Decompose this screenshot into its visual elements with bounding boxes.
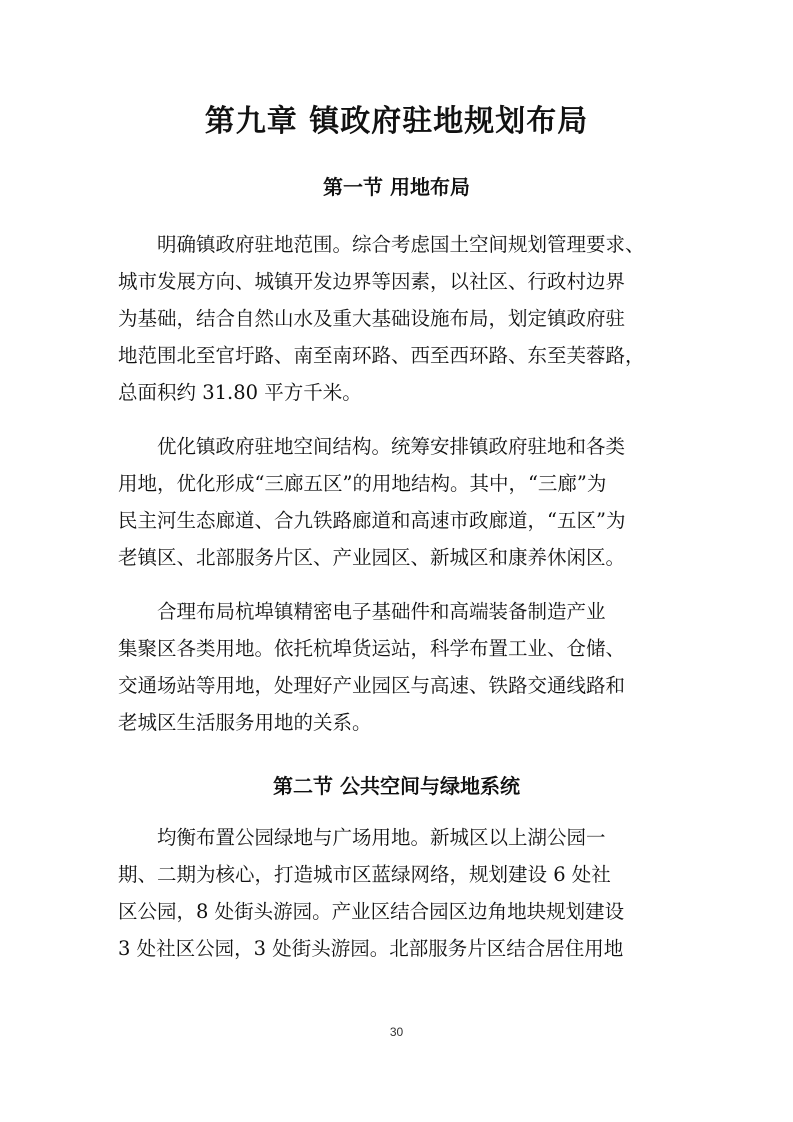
paragraph-line: 均衡布置公园绿地与广场用地。新城区以上湖公园一 <box>157 826 606 849</box>
page-number: 30 <box>389 1025 404 1039</box>
paragraph-line: 为基础，结合自然山水及重大基础设施布局，划定镇政府驻 <box>118 307 626 330</box>
paragraph-line: 交通场站等用地，处理好产业园区与高速、铁路交通线路和 <box>118 674 626 697</box>
section-title-land-use: 第一节 用地布局 <box>323 175 470 199</box>
paragraph-line: 3 处社区公园，3 处街头游园。北部服务片区结合居住用地 <box>118 937 624 960</box>
paragraph-line: 用地，优化形成“三廊五区”的用地结构。其中，“三廊”为 <box>118 472 607 495</box>
paragraph-line: 老城区生活服务用地的关系。 <box>118 711 372 734</box>
paragraph-parks-plazas <box>118 819 678 967</box>
paragraph-line: 明确镇政府驻地范围。综合考虑国土空间规划管理要求、 <box>157 233 645 256</box>
paragraph-line: 区公园，8 处街头游园。产业区结合园区边角地块规划建设 <box>118 900 625 923</box>
paragraph-line: 集聚区各类用地。依托杭埠货运站，科学布置工业、仓储、 <box>118 637 626 660</box>
paragraph-line: 老镇区、北部服务片区、产业园区、新城区和康养休闲区。 <box>118 546 626 569</box>
paragraph-line: 合理布局杭埠镇精密电子基础件和高端装备制造产业 <box>157 600 606 623</box>
section-title-public-space: 第二节 公共空间与绿地系统 <box>273 774 520 798</box>
paragraph-line: 民主河生态廊道、合九铁路廊道和高速市政廊道，“五区”为 <box>118 509 626 532</box>
paragraph-line: 优化镇政府驻地空间结构。统筹安排镇政府驻地和各类 <box>157 435 626 458</box>
paragraph-spatial-structure <box>118 428 678 576</box>
paragraph-resident-area-scope <box>118 226 678 411</box>
paragraph-line: 城市发展方向、城镇开发边界等因素，以社区、行政村边界 <box>118 270 626 293</box>
paragraph-line: 总面积约 31.80 平方千米。 <box>118 381 362 404</box>
paragraph-line: 期、二期为核心，打造城市区蓝绿网络，规划建设 6 处社 <box>118 863 611 886</box>
chapter-title: 第九章 镇政府驻地规划布局 <box>204 104 589 139</box>
paragraph-line: 地范围北至官圩路、南至南环路、西至西环路、东至芙蓉路， <box>118 344 645 367</box>
paragraph-industrial-layout <box>118 593 678 741</box>
